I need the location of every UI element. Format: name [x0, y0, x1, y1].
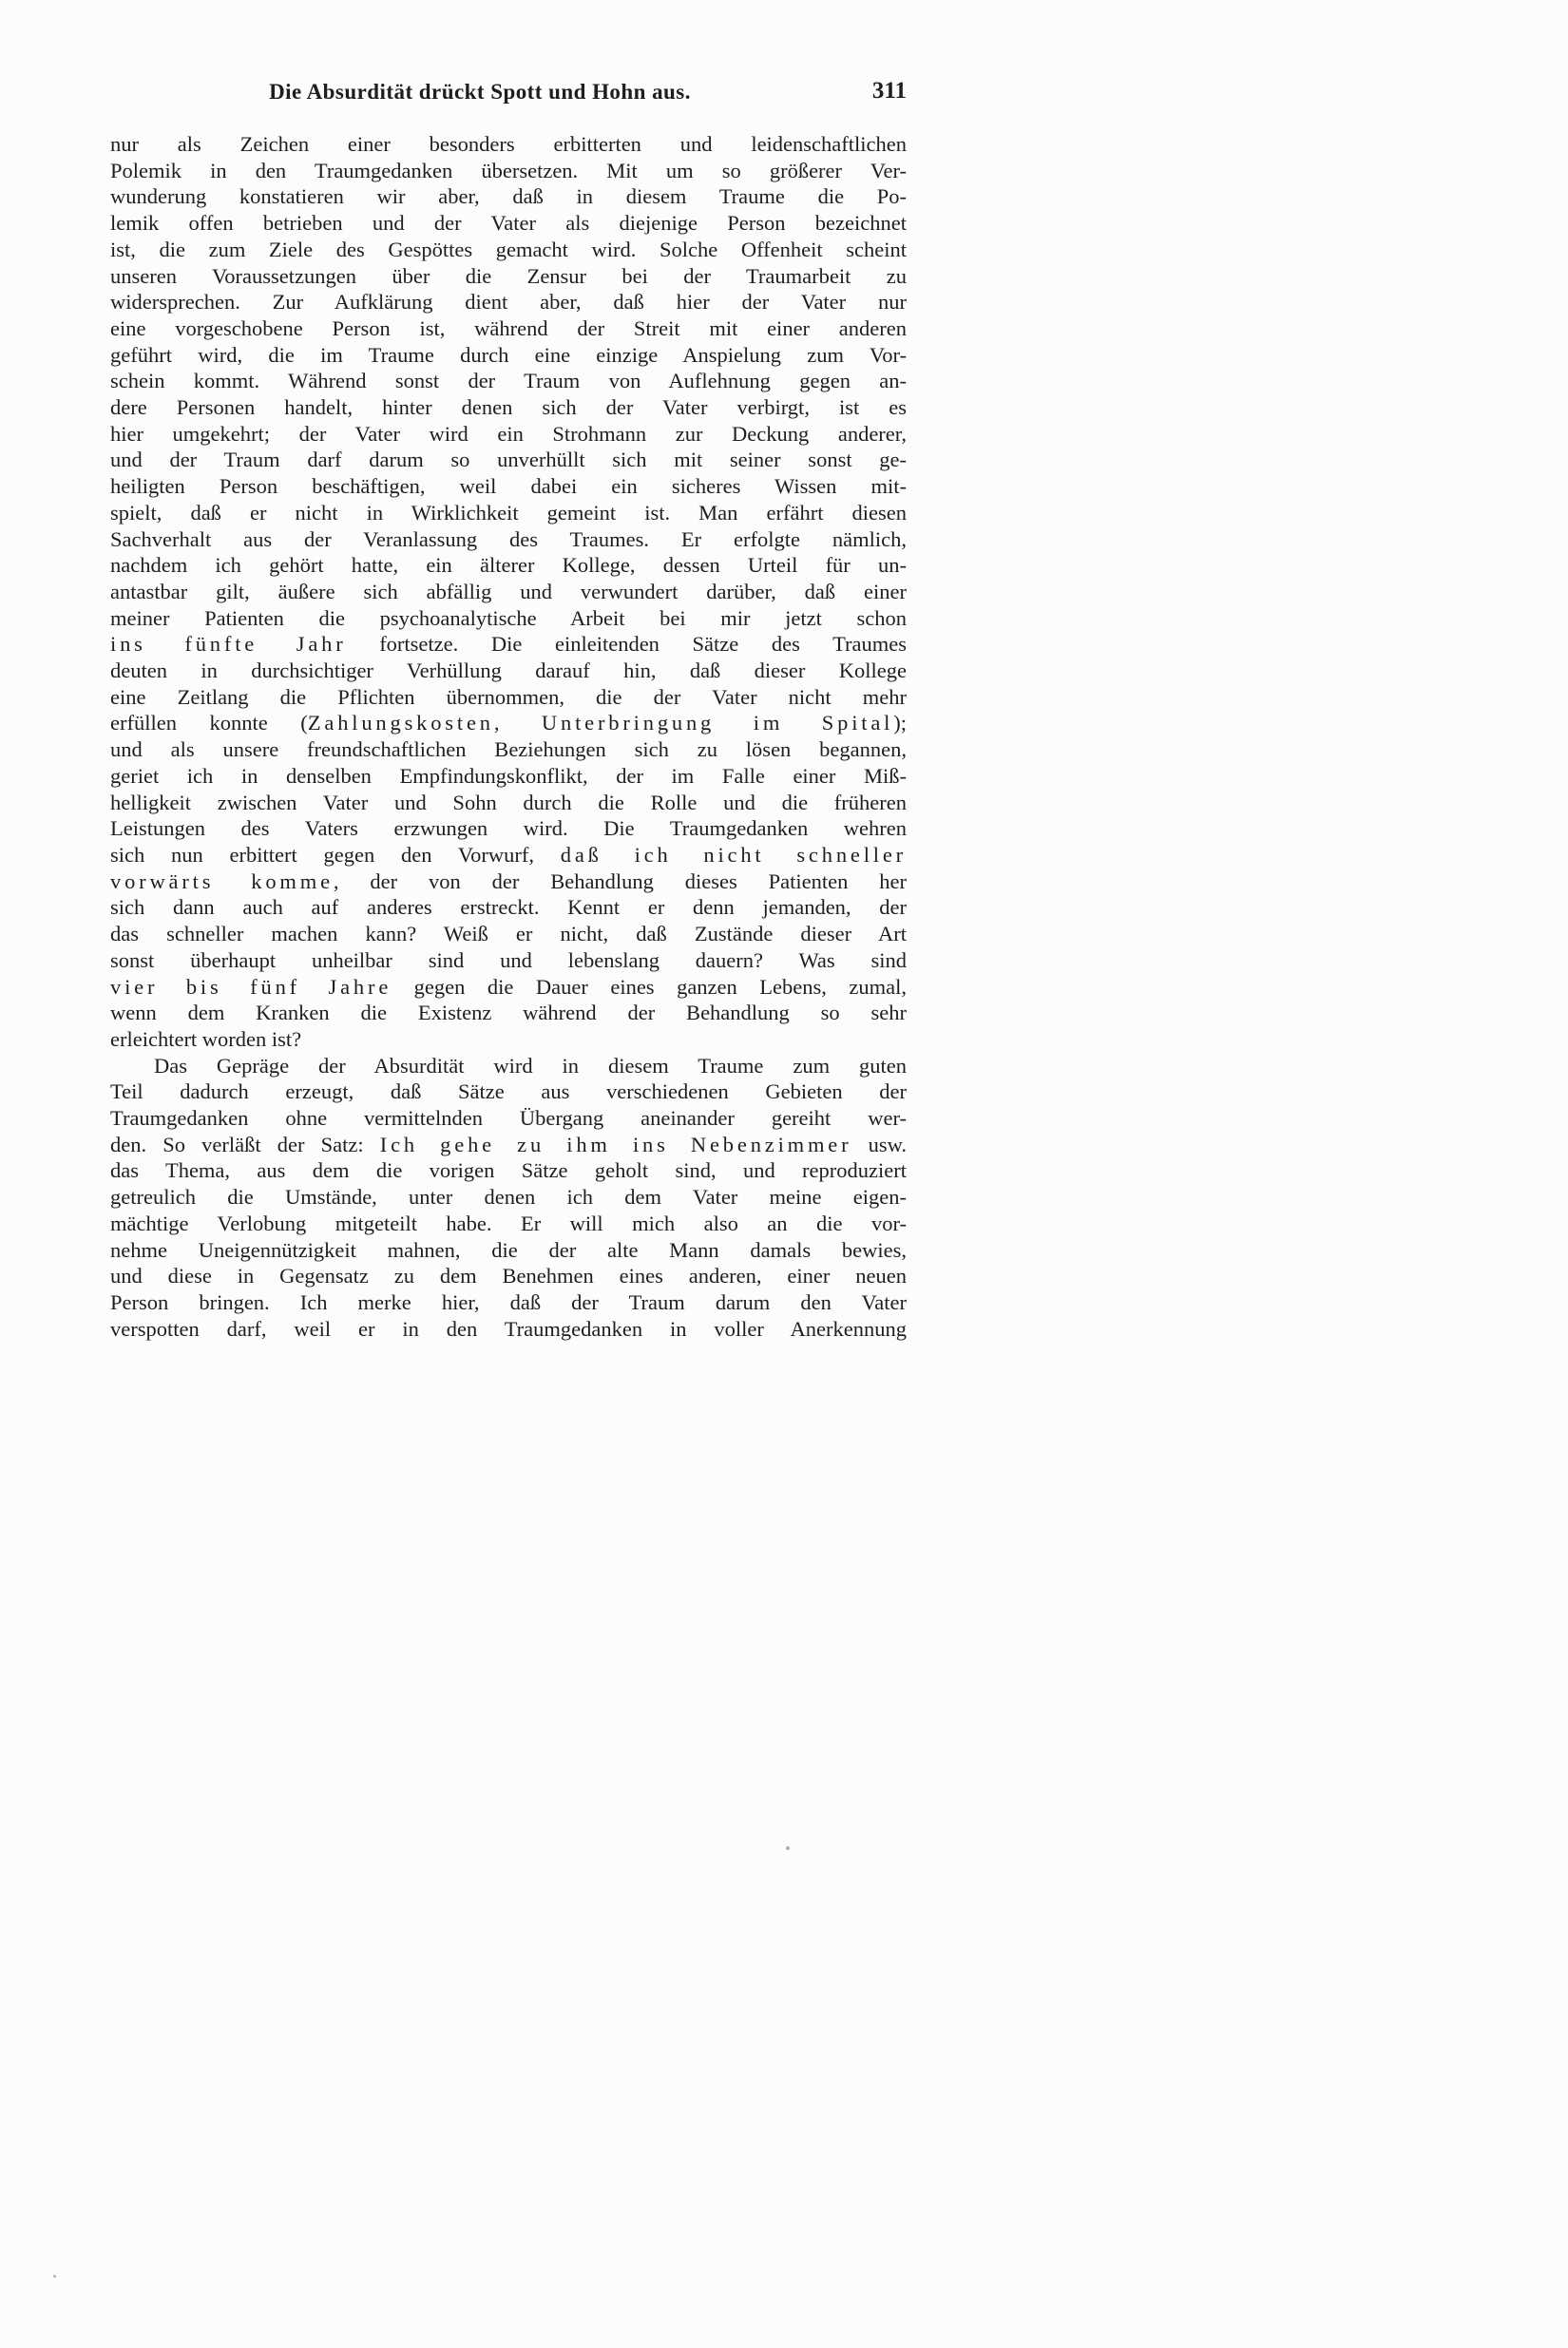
page-body — [110, 131, 907, 1342]
text-line: unseren Voraussetzungen über die Zensur bei der Traumarbeit zu — [110, 263, 907, 288]
text-line: getreulich die Umstände, unter denen ich dem Vater meine eigen- — [110, 1185, 907, 1210]
text-line: helligkeit zwischen Vater und Sohn durch die Rolle und die früheren — [110, 790, 907, 814]
text-line: vorwärts komme, der von der Behandlung dieses Patienten her — [110, 869, 907, 893]
text-line: heiligten Person beschäftigen, weil dabei ein sicheres Wissen mit- — [110, 474, 907, 499]
text-line: schein kommt. Während sonst der Traum von Auflehnung gegen an- — [110, 369, 907, 393]
text-line: Polemik in den Traumgedanken übersetzen. Mit um so größerer Ver- — [110, 158, 907, 182]
letterspaced-emphasis: Ich gehe zu ihm ins Nebenzimmer — [379, 1132, 852, 1156]
text-line: ist, die zum Ziele des Gespöttes gemacht wird. Solche Offenheit scheint — [110, 237, 907, 261]
letterspaced-emphasis: vorwärts komme — [110, 869, 334, 893]
text-line: ins fünfte Jahr fortsetze. Die einleitenden Sätze des Traumes — [110, 632, 907, 657]
letterspaced-emphasis: daß ich nicht schneller — [560, 842, 907, 867]
text-line: sich dann auch auf anderes erstreckt. Kennt er denn jemanden, der — [110, 895, 907, 920]
text-line: erleichtert worden ist? — [110, 1026, 302, 1051]
page-number: 311 — [871, 78, 907, 104]
text-line: antastbar gilt, äußere sich abfällig und verwundert darüber, daß einer — [110, 579, 907, 603]
text-line: wunderung konstatieren wir aber, daß in diesem Traume die Po- — [110, 184, 907, 209]
text-line: geführt wird, die im Traume durch eine einzige Anspielung zum Vor- — [110, 342, 907, 367]
page-header — [110, 80, 907, 108]
text-line: Traumgedanken ohne vermittelnden Übergang aneinander gereiht wer- — [110, 1106, 907, 1131]
text-line: geriet ich in denselben Empfindungskonflikt, der im Falle einer Miß- — [110, 763, 907, 788]
text-line: mächtige Verlobung mitgeteilt habe. Er will mich also an die vor- — [110, 1211, 907, 1235]
text-line: sich nun erbittert gegen den Vorwurf, daß ich nicht schneller — [110, 842, 907, 867]
page-content — [110, 80, 907, 1342]
text-line: hier umgekehrt; der Vater wird ein Strohmann zur Deckung anderer, — [110, 421, 907, 446]
text-line: erfüllen konnte (Zahlungskosten, Unterbringung im Spital); — [110, 711, 907, 735]
text-line: wenn dem Kranken die Existenz während der Behandlung so sehr — [110, 1001, 907, 1025]
letterspaced-emphasis: Zahlungskosten, Unterbringung im Spital — [307, 711, 894, 735]
text-line: vier bis fünf Jahre gegen die Dauer eines ganzen Lebens, zumal, — [110, 974, 907, 999]
text-line: dere Personen handelt, hinter denen sich der Vater verbirgt, ist es — [110, 395, 907, 420]
text-line: Leistungen des Vaters erzwungen wird. Die Traumgedanken wehren — [110, 816, 907, 841]
text-line: sonst überhaupt unheilbar sind und lebenslang dauern? Was sind — [110, 947, 907, 972]
text-line: widersprechen. Zur Aufklärung dient aber, daß hier der Vater nur — [110, 290, 907, 315]
running-title: Die Absurdität drückt Spott und Hohn aus. — [269, 80, 691, 104]
text-line: eine vorgeschobene Person ist, während der Streit mit einer anderen — [110, 315, 907, 340]
text-line: Sachverhalt aus der Veranlassung des Traumes. Er erfolgte nämlich, — [110, 526, 907, 551]
text-line: eine Zeitlang die Pflichten übernommen, die der Vater nicht mehr — [110, 684, 907, 709]
letterspaced-emphasis: vier bis fünf Jahre — [110, 974, 392, 999]
text-line: nur als Zeichen einer besonders erbitterten und leidenschaftlichen — [110, 132, 907, 156]
text-line: das schneller machen kann? Weiß er nicht, daß Zustände dieser Art — [110, 922, 907, 946]
text-line: nehme Uneigennützigkeit mahnen, die der alte Mann damals bewies, — [110, 1237, 907, 1262]
text-line: meiner Patienten die psychoanalytische Arbeit bei mir jetzt schon — [110, 605, 907, 630]
text-line: und als unsere freundschaftlichen Beziehungen sich zu lösen begannen, — [110, 737, 907, 762]
text-line: deuten in durchsichtiger Verhüllung darauf hin, daß dieser Kollege — [110, 659, 907, 683]
text-line: nachdem ich gehört hatte, ein älterer Kollege, dessen Urteil für un- — [110, 553, 907, 578]
letterspaced-emphasis: ins fünfte Jahr — [110, 632, 347, 657]
text-line: und diese in Gegensatz zu dem Benehmen eines anderen, einer neuen — [110, 1264, 907, 1289]
scan-speck — [53, 2275, 56, 2278]
scan-speck — [786, 1846, 790, 1850]
text-line: verspotten darf, weil er in den Traumgedanken in voller Anerkennung — [110, 1316, 907, 1341]
text-line: spielt, daß er nicht in Wirklichkeit gemeint ist. Man erfährt diesen — [110, 500, 907, 525]
text-line: das Thema, aus dem die vorigen Sätze geholt sind, und reproduziert — [110, 1158, 907, 1183]
text-line: den. So verläßt der Satz: Ich gehe zu ihm ins Nebenzimmer usw. — [110, 1132, 907, 1156]
text-line: Teil dadurch erzeugt, daß Sätze aus verschiedenen Gebieten der — [110, 1079, 907, 1104]
text-line: Person bringen. Ich merke hier, daß der Traum darum den Vater — [110, 1289, 907, 1314]
text-line: und der Traum darf darum so unverhüllt sich mit seiner sonst ge- — [110, 448, 907, 472]
text-line: Das Gepräge der Absurdität wird in diesem Traume zum guten — [154, 1053, 907, 1078]
text-line: lemik offen betrieben und der Vater als diejenige Person bezeichnet — [110, 211, 907, 236]
